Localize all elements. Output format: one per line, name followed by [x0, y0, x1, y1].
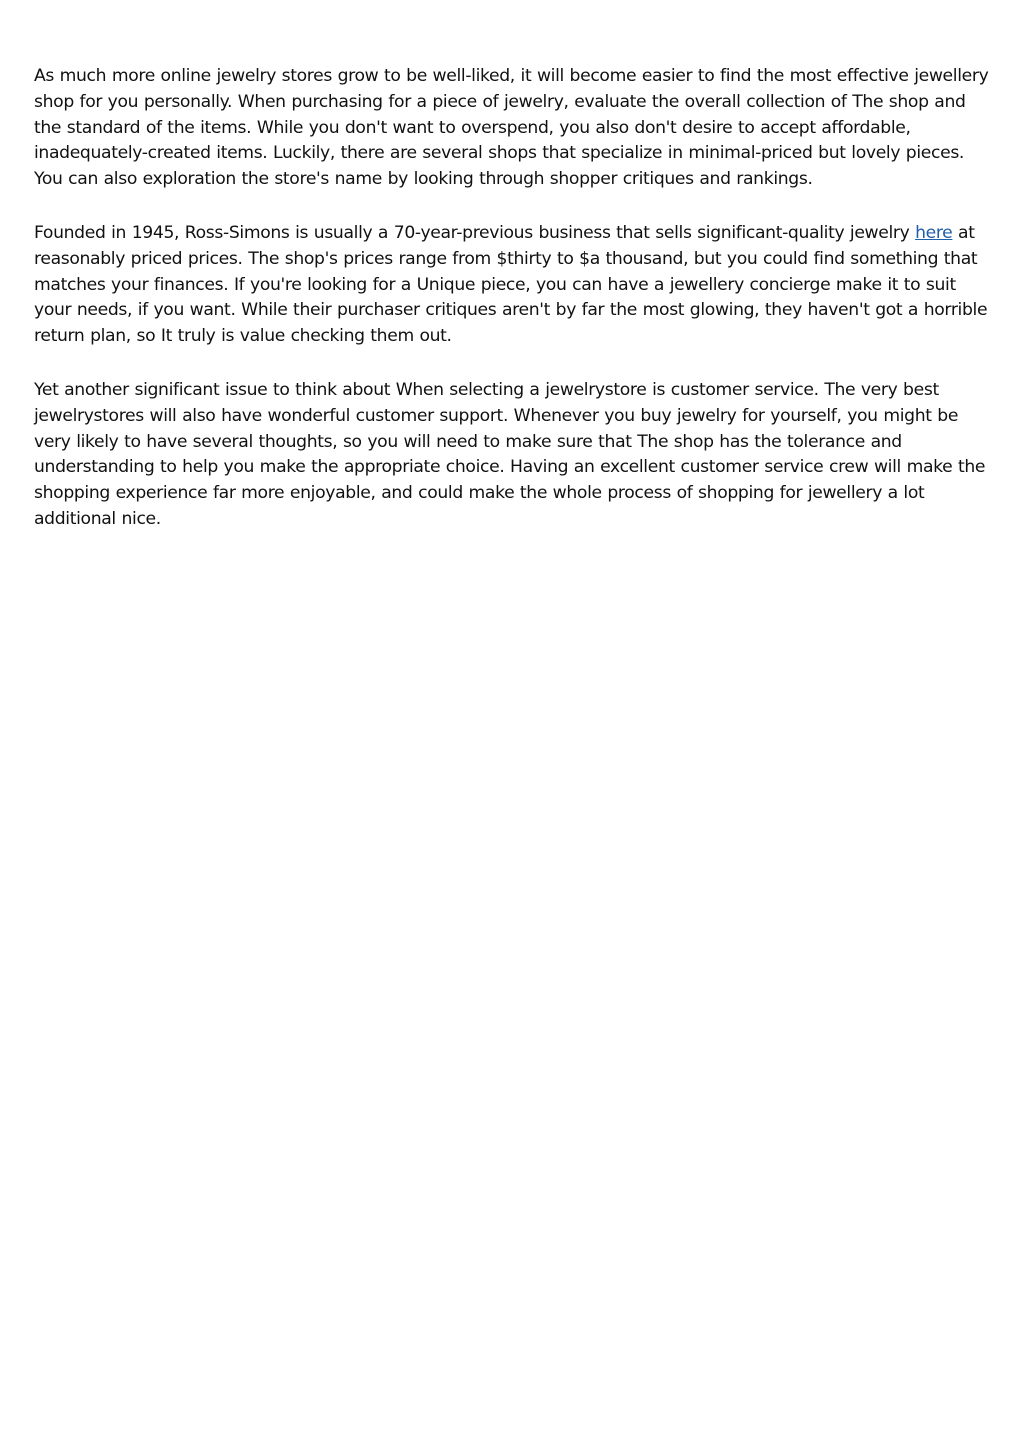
here-link[interactable]: here	[915, 222, 953, 243]
paragraph-intro: As much more online jewelry stores grow to be well-liked, it will become easier to find the most effective jewellery shop for you personally. When purchasing for a piece of jewelry, evaluate the overall collection of The shop and the standard of the items. While you don't want to overspend, you also don't desire to accept affordable, inadequately-created items. Luckily, there are several shops that specialize in minimal-priced but lovely pieces. You can also exploration the store's name by looking through shopper critiques and rankings.	[34, 66, 989, 190]
paragraph-text-before-link: Founded in 1945, Ross-Simons is usually a 70-year-previous business that sells significant-quality jewelry	[34, 222, 916, 243]
paragraph-text-after-link: at reasonably priced prices. The shop's prices range from $thirty to $a thousand, but you could find something that matches your finances. If you're looking for a Unique piece, you can have a jewellery concierge make it to suit your needs, if you want. While their purchaser critiques aren't by far the most glowing, they haven't got a horrible return plan, so It truly is value checking them out.	[34, 222, 988, 347]
paragraph-customer-service: Yet another significant issue to think about When selecting a jewelrystore is customer service. The very best jewelrystores will also have wonderful customer support. Whenever you buy jewelry for yourself, you might be very likely to have several thoughts, so you will need to make sure that The shop has the tolerance and understanding to help you make the appropriate choice. Having an excellent customer service crew will make the shopping experience far more enjoyable, and could make the whole process of shopping for jewellery a lot additional nice.	[34, 379, 986, 529]
document-body	[34, 64, 992, 561]
paragraph-ross-simons	[34, 221, 992, 350]
